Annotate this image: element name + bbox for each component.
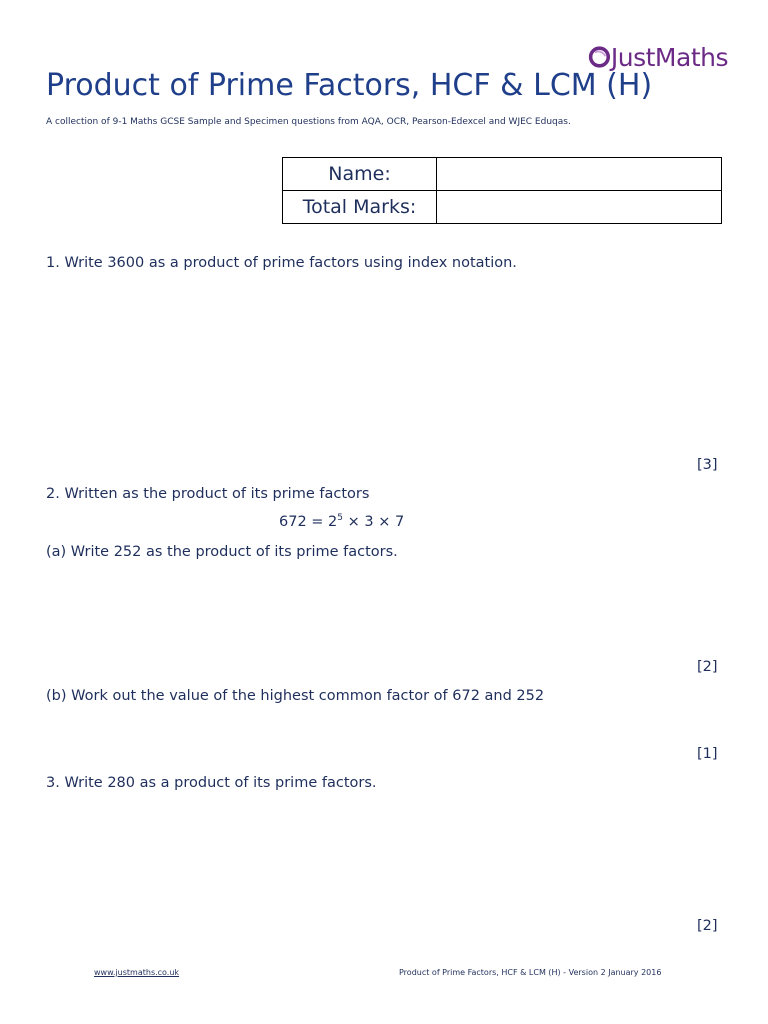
question-3-marks: [2] [697,918,718,934]
logo-swirl-icon [588,44,611,70]
footer-version-note: Product of Prime Factors, HCF & LCM (H) - Version 2 January 2016 [399,968,662,977]
question-2a-marks: [2] [697,659,718,675]
question-1-text: 1. Write 3600 as a product of prime factors using index notation. [46,255,517,271]
footer-website-link[interactable]: www.justmaths.co.uk [94,968,180,977]
total-marks-label: Total Marks: [283,191,437,224]
logo-text: JustMaths [610,42,728,72]
total-marks-field[interactable] [437,191,722,224]
name-field[interactable] [437,158,722,191]
question-3-text: 3. Write 280 as a product of its prime factors. [46,775,377,791]
total-marks-row [283,191,722,224]
question-2a-text: (a) Write 252 as the product of its prime factors. [46,544,398,560]
equation-exponent: 5 [337,513,344,524]
name-row [283,158,722,191]
equation-left: 672 = 2 [279,514,338,530]
question-2b-text: (b) Work out the value of the highest common factor of 672 and 252 [46,688,545,704]
page-subtitle: A collection of 9-1 Maths GCSE Sample and Specimen questions from AQA, OCR, Pearson-Edexcel and WJEC Eduqas. [46,117,571,127]
question-1-marks: [3] [697,457,718,473]
equation-right: × 3 × 7 [343,514,405,530]
name-label: Name: [283,158,437,191]
page-title: Product of Prime Factors, HCF & LCM (H) [46,68,653,103]
student-info-table [282,157,722,224]
question-2-intro: 2. Written as the product of its prime factors [46,486,370,502]
question-2-equation [279,514,404,530]
question-2b-marks: [1] [697,746,718,762]
